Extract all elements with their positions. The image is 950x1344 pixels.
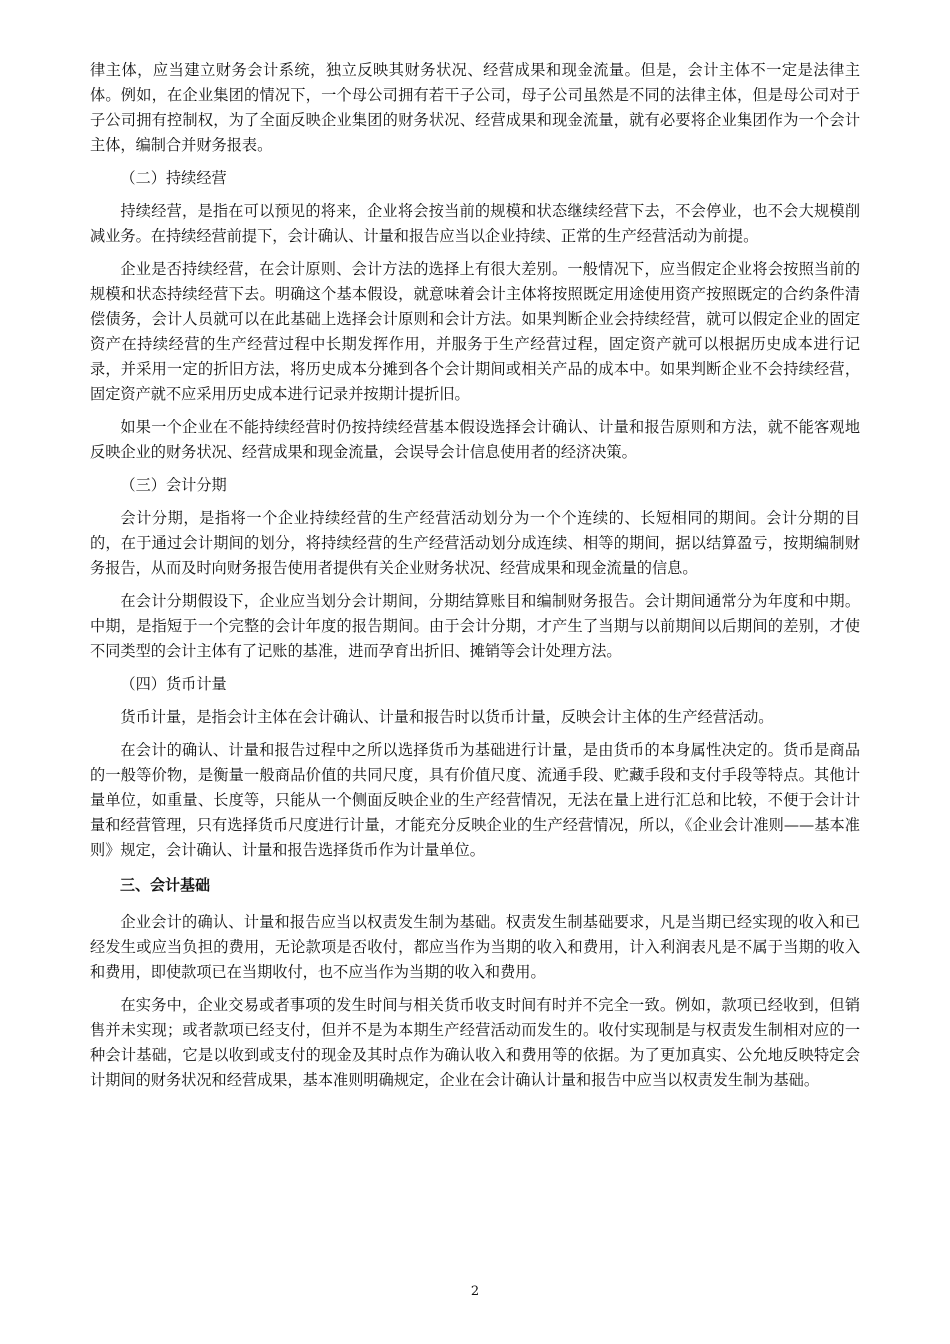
paragraph-monetary-measurement-definition: 货币计量，是指会计主体在会计确认、计量和报告时以货币计量，反映会计主体的生产经营活动。 (120, 708, 774, 726)
document-page (90, 58, 860, 1101)
paragraph-accrual-basis: 企业会计的确认、计量和报告应当以权责发生制为基础。权责发生制基础要求，凡是当期已经实现的收入和已经发生或应当负担的费用，无论款项是否收付，都应当作为当期的收入和费用，计入利润表凡是不属于当期的收入和费用，即使款项已在当期收付，也不应当作为当期的收入和费用。 (90, 913, 860, 981)
paragraph-going-concern-definition: 持续经营，是指在可以预见的将来，企业将会按当前的规模和状态继续经营下去，不会停业，也不会大规模削减业务。在持续经营前提下，会计确认、计量和报告应当以企业持续、正常的生产经营活动为前提。 (90, 202, 860, 245)
paragraph-cash-basis-comparison: 在实务中，企业交易或者事项的发生时间与相关货币收支时间有时并不完全一致。例如，款项已经收到，但销售并未实现；或者款项已经支付，但并不是为本期生产经营活动而发生的。收付实现制是与权责发生制相对应的一种会计基础，它是以收到或支付的现金及其时点作为确认收入和费用等的依据。为了更加真实、公允地反映特定会计期间的财务状况和经营成果，基本准则明确规定，企业在会计确认计量和报告中应当以权责发生制为基础。 (90, 996, 860, 1089)
subheading-accounting-period: （三）会计分期 (120, 476, 227, 494)
subheading-going-concern: （二）持续经营 (120, 169, 227, 187)
paragraph-going-concern-methods: 企业是否持续经营，在会计原则、会计方法的选择上有很大差别。一般情况下，应当假定企业将会按照当前的规模和状态持续经营下去。明确这个基本假设，就意味着会计主体将按照既定用途使用资产按照既定的合约条件清偿债务，会计人员就可以在此基础上选择会计原则和会计方法。如果判断企业会持续经营，就可以假定企业的固定资产在持续经营的生产经营过程中长期发挥作用，并服务于生产经营过程，固定资产就可以根据历史成本进行记录，并采用一定的折旧方法，将历史成本分摊到各个会计期间或相关产品的成本中。如果判断企业不会持续经营，固定资产就不应采用历史成本进行记录并按期计提折旧。 (90, 260, 860, 403)
paragraph-accounting-period-details: 在会计分期假设下，企业应当划分会计期间，分期结算账目和编制财务报告。会计期间通常分为年度和中期。中期，是指短于一个完整的会计年度的报告期间。由于会计分期，才产生了当期与以前期间以后期间的差别，才使不同类型的会计主体有了记账的基准，进而孕育出折旧、摊销等会计处理方法。 (90, 592, 860, 660)
paragraph-going-concern-consequence: 如果一个企业在不能持续经营时仍按持续经营基本假设选择会计确认、计量和报告原则和方法，就不能客观地反映企业的财务状况、经营成果和现金流量，会误导会计信息使用者的经济决策。 (90, 418, 860, 461)
paragraph-accounting-period-definition: 会计分期，是指将一个企业持续经营的生产经营活动划分为一个个连续的、长短相同的期间。会计分期的目的，在于通过会计期间的划分，将持续经营的生产经营活动划分成连续、相等的期间，据以结算盈亏，按期编制财务报告，从而及时向财务报告使用者提供有关企业财务状况、经营成果和现金流量的信息。 (90, 509, 860, 577)
paragraph-monetary-measurement-reason: 在会计的确认、计量和报告过程中之所以选择货币为基础进行计量，是由货币的本身属性决定的。货币是商品的一般等价物，是衡量一般商品价值的共同尺度，具有价值尺度、流通手段、贮藏手段和支付手段等特点。其他计量单位，如重量、长度等，只能从一个侧面反映企业的生产经营情况，无法在量上进行汇总和比较，不便于会计计量和经营管理，只有选择货币尺度进行计量，才能充分反映企业的生产经营情况，所以，《企业会计准则——基本准则》规定，会计确认、计量和报告选择货币作为计量单位。 (90, 741, 860, 859)
page-number: 2 (470, 1284, 480, 1299)
paragraph-accounting-entity-continued: 律主体，应当建立财务会计系统，独立反映其财务状况、经营成果和现金流量。但是，会计主体不一定是法律主体。例如，在企业集团的情况下，一个母公司拥有若干子公司，母子公司虽然是不同的法律主体，但是母公司对于子公司拥有控制权，为了全面反映企业集团的财务状况、经营成果和现金流量，就有必要将企业集团作为一个会计主体，编制合并财务报表。 (90, 61, 860, 154)
section-title-accounting-basis: 三、会计基础 (120, 876, 211, 894)
subheading-monetary-measurement: （四）货币计量 (120, 675, 227, 693)
